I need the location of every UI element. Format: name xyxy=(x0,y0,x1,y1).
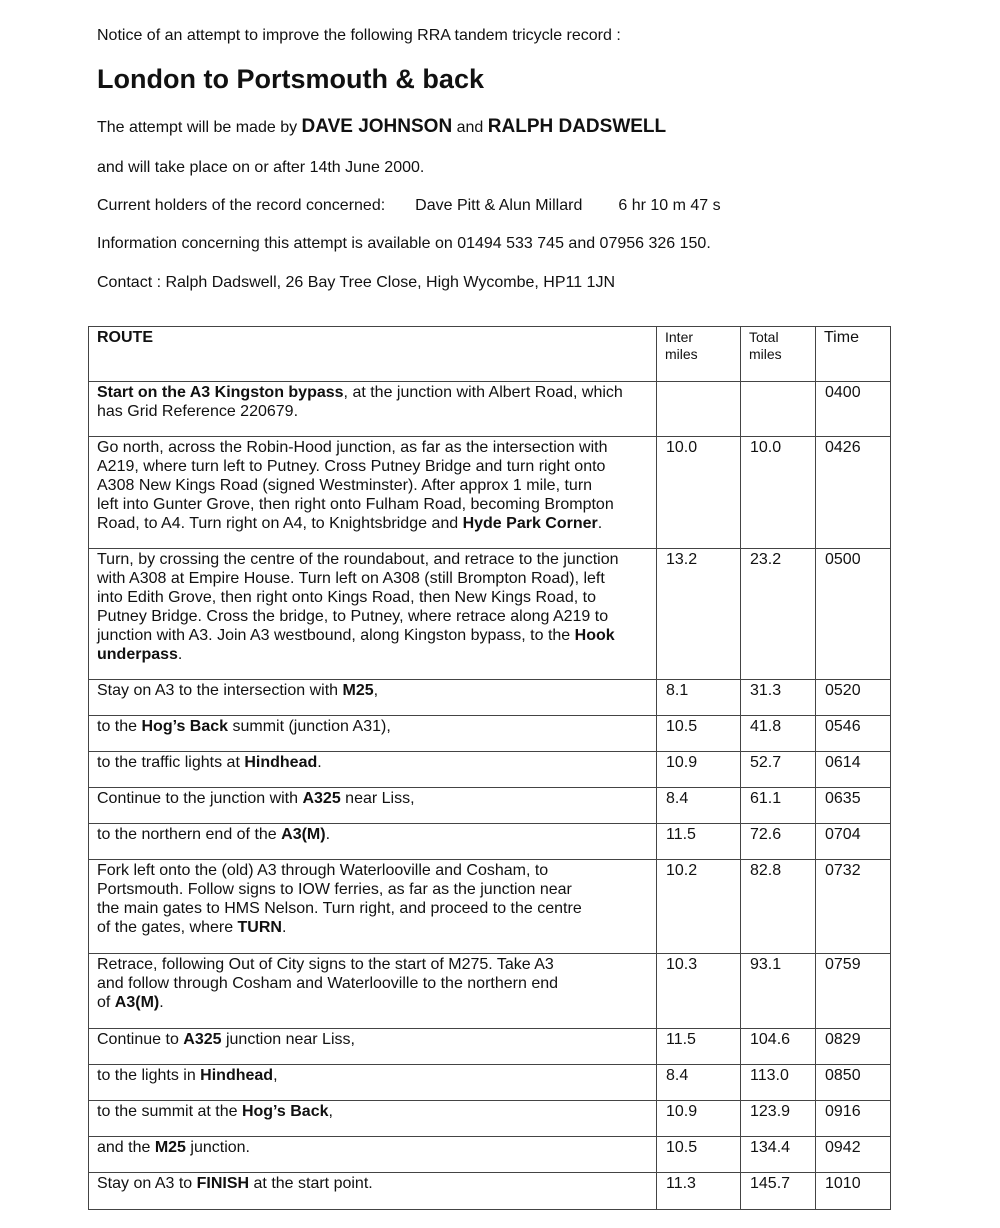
total-miles-cell: 104.6 xyxy=(741,1029,816,1065)
inter-miles-cell: 13.2 xyxy=(657,549,741,680)
header-total-line2: miles xyxy=(749,346,782,362)
route-description xyxy=(89,1137,657,1173)
route-text: . xyxy=(325,826,331,843)
table-row xyxy=(89,680,891,716)
route-description xyxy=(89,1065,657,1101)
attempt-and: and xyxy=(452,119,488,136)
time-cell: 0916 xyxy=(816,1101,891,1137)
inter-miles-cell: 10.5 xyxy=(657,716,741,752)
time-cell: 0635 xyxy=(816,788,891,824)
contact-line: Contact : Ralph Dadswell, 26 Bay Tree Close, High Wycombe, HP11 1JN xyxy=(97,274,616,291)
time-cell: 0400 xyxy=(816,382,891,437)
route-text: of xyxy=(97,994,115,1011)
inter-miles-cell: 10.0 xyxy=(657,437,741,549)
inter-miles-cell: 8.4 xyxy=(657,1065,741,1101)
table-row xyxy=(89,549,891,680)
notice-text: Notice of an attempt to improve the following RRA tandem tricycle record : xyxy=(97,27,621,44)
time-cell: 0942 xyxy=(816,1137,891,1173)
route-description xyxy=(89,716,657,752)
route-text: Stay on A3 to xyxy=(97,1175,197,1192)
route-description xyxy=(89,437,657,549)
total-miles-cell: 123.9 xyxy=(741,1101,816,1137)
total-miles-cell: 23.2 xyxy=(741,549,816,680)
route-text: Putney Bridge. Cross the bridge, to Putney, where retrace along A219 to xyxy=(97,608,609,625)
inter-miles-cell: 10.9 xyxy=(657,752,741,788)
route-text: junction. xyxy=(185,1139,250,1156)
route-text: has Grid Reference 220679. xyxy=(97,403,299,420)
total-miles-cell xyxy=(741,382,816,437)
route-bold-text: FINISH xyxy=(196,1175,250,1192)
holders-names: Dave Pitt & Alun Millard xyxy=(415,197,583,214)
time-cell: 0546 xyxy=(816,716,891,752)
attempt-line xyxy=(97,116,666,138)
header-inter-miles xyxy=(657,327,741,382)
route-text: Turn, by crossing the centre of the roundabout, and retrace to the junction xyxy=(97,551,619,568)
header-time: Time xyxy=(816,327,891,382)
inter-miles-cell: 10.2 xyxy=(657,860,741,954)
time-cell: 0500 xyxy=(816,549,891,680)
route-text: with A308 at Empire House. Turn left on A308 (still Brompton Road), left xyxy=(97,570,605,587)
route-description xyxy=(89,680,657,716)
route-text: , xyxy=(373,682,379,699)
holders-label: Current holders of the record concerned: xyxy=(97,197,386,214)
table-row xyxy=(89,954,891,1029)
route-description xyxy=(89,824,657,860)
inter-miles-cell: 11.3 xyxy=(657,1173,741,1210)
route-text: to the xyxy=(97,718,142,735)
route-bold-text: Start on the A3 Kingston bypass xyxy=(97,384,344,401)
route-description xyxy=(89,954,657,1029)
page-title: London to Portsmouth & back xyxy=(97,64,484,94)
time-cell: 0829 xyxy=(816,1029,891,1065)
route-bold-text: Hindhead xyxy=(244,754,318,771)
table-row xyxy=(89,1065,891,1101)
route-description xyxy=(89,752,657,788)
total-miles-cell: 31.3 xyxy=(741,680,816,716)
route-bold-text: Hyde Park Corner xyxy=(462,515,598,532)
time-cell: 0732 xyxy=(816,860,891,954)
table-row xyxy=(89,752,891,788)
table-row xyxy=(89,382,891,437)
route-description xyxy=(89,382,657,437)
time-cell: 1010 xyxy=(816,1173,891,1210)
route-text: junction with A3. Join A3 westbound, along Kingston bypass, to the xyxy=(97,627,575,644)
route-text: to the traffic lights at xyxy=(97,754,245,771)
route-text: A219, where turn left to Putney. Cross Putney Bridge and turn right onto xyxy=(97,458,606,475)
total-miles-cell: 72.6 xyxy=(741,824,816,860)
inter-miles-cell: 10.9 xyxy=(657,1101,741,1137)
route-text: the main gates to HMS Nelson. Turn right, and proceed to the centre xyxy=(97,900,582,917)
route-description xyxy=(89,788,657,824)
route-text: . xyxy=(597,515,603,532)
route-text: . xyxy=(177,646,183,663)
date-line: and will take place on or after 14th June 2000. xyxy=(97,159,425,176)
total-miles-cell: 113.0 xyxy=(741,1065,816,1101)
table-row xyxy=(89,1173,891,1210)
route-text: . xyxy=(281,919,287,936)
route-bold-text: underpass xyxy=(97,646,178,663)
route-bold-text: A3(M) xyxy=(114,994,160,1011)
route-text: left into Gunter Grove, then right onto Fulham Road, becoming Brompton xyxy=(97,496,614,513)
inter-miles-cell: 8.4 xyxy=(657,788,741,824)
route-text: , xyxy=(273,1067,278,1084)
time-cell: 0614 xyxy=(816,752,891,788)
time-cell: 0520 xyxy=(816,680,891,716)
inter-miles-cell: 11.5 xyxy=(657,1029,741,1065)
route-bold-text: A325 xyxy=(302,790,341,807)
header-inter-line1: Inter xyxy=(665,329,694,345)
header-total-miles xyxy=(741,327,816,382)
time-cell: 0426 xyxy=(816,437,891,549)
inter-miles-cell xyxy=(657,382,741,437)
inter-miles-cell: 11.5 xyxy=(657,824,741,860)
time-cell: 0759 xyxy=(816,954,891,1029)
route-bold-text: Hog’s Back xyxy=(241,1103,329,1120)
route-description xyxy=(89,549,657,680)
total-miles-cell: 61.1 xyxy=(741,788,816,824)
inter-miles-cell: 10.5 xyxy=(657,1137,741,1173)
route-text: and follow through Cosham and Waterlooville to the northern end xyxy=(97,975,559,992)
route-text: Portsmouth. Follow signs to IOW ferries, as far as the junction near xyxy=(97,881,572,898)
header-total-line1: Total xyxy=(749,329,779,345)
table-row xyxy=(89,1101,891,1137)
table-row xyxy=(89,1029,891,1065)
route-text: Retrace, following Out of City signs to the start of M275. Take A3 xyxy=(97,956,554,973)
route-text: Stay on A3 to the intersection with xyxy=(97,682,343,699)
header-route: ROUTE xyxy=(89,327,657,382)
total-miles-cell: 41.8 xyxy=(741,716,816,752)
route-text: Continue to xyxy=(97,1031,184,1048)
route-text: junction near Liss, xyxy=(221,1031,355,1048)
route-text: near Liss, xyxy=(340,790,415,807)
header-inter-line2: miles xyxy=(665,346,698,362)
table-row xyxy=(89,824,891,860)
total-miles-cell: 93.1 xyxy=(741,954,816,1029)
route-description xyxy=(89,1101,657,1137)
route-text: Road, to A4. Turn right on A4, to Knightsbridge and xyxy=(97,515,463,532)
route-text: of the gates, where xyxy=(97,919,238,936)
route-bold-text: M25 xyxy=(154,1139,186,1156)
attempt-prefix: The attempt will be made by xyxy=(97,119,302,136)
route-bold-text: A3(M) xyxy=(281,826,326,843)
route-description xyxy=(89,860,657,954)
table-row xyxy=(89,1137,891,1173)
rider-1-name: DAVE JOHNSON xyxy=(301,116,453,137)
table-row xyxy=(89,437,891,549)
table-row xyxy=(89,860,891,954)
route-description xyxy=(89,1029,657,1065)
route-text: . xyxy=(159,994,164,1011)
route-text: summit (junction A31), xyxy=(228,718,391,735)
route-text: , xyxy=(328,1103,333,1120)
route-table xyxy=(88,326,891,1210)
route-bold-text: TURN xyxy=(237,919,282,936)
total-miles-cell: 52.7 xyxy=(741,752,816,788)
route-bold-text: Hook xyxy=(574,627,615,644)
route-text: to the lights in xyxy=(97,1067,201,1084)
holders-line xyxy=(97,197,721,215)
route-description xyxy=(89,1173,657,1210)
route-text: at the start point. xyxy=(249,1175,373,1192)
total-miles-cell: 134.4 xyxy=(741,1137,816,1173)
route-text: to the northern end of the xyxy=(97,826,282,843)
time-cell: 0704 xyxy=(816,824,891,860)
total-miles-cell: 10.0 xyxy=(741,437,816,549)
route-text: Fork left onto the (old) A3 through Waterlooville and Cosham, to xyxy=(97,862,549,879)
table-row xyxy=(89,788,891,824)
inter-miles-cell: 8.1 xyxy=(657,680,741,716)
rider-2-name: RALPH DADSWELL xyxy=(487,116,667,137)
route-bold-text: A325 xyxy=(183,1031,222,1048)
inter-miles-cell: 10.3 xyxy=(657,954,741,1029)
total-miles-cell: 145.7 xyxy=(741,1173,816,1210)
holders-time: 6 hr 10 m 47 s xyxy=(618,197,721,214)
route-bold-text: Hindhead xyxy=(200,1067,274,1084)
route-text: into Edith Grove, then right onto Kings Road, then New Kings Road, to xyxy=(97,589,596,606)
route-text: . xyxy=(317,754,322,771)
total-miles-cell: 82.8 xyxy=(741,860,816,954)
route-text: , at the junction with Albert Road, which xyxy=(343,384,623,401)
route-text: to the summit at the xyxy=(97,1103,242,1120)
time-cell: 0850 xyxy=(816,1065,891,1101)
table-header-row xyxy=(89,327,891,382)
info-line: Information concerning this attempt is available on 01494 533 745 and 07956 326 150. xyxy=(97,235,711,252)
route-text: and the xyxy=(97,1139,155,1156)
route-bold-text: Hog’s Back xyxy=(141,718,229,735)
route-bold-text: M25 xyxy=(342,682,374,699)
route-text: Go north, across the Robin-Hood junction, as far as the intersection with xyxy=(97,439,608,456)
route-text: A308 New Kings Road (signed Westminster). After approx 1 mile, turn xyxy=(97,477,593,494)
route-text: Continue to the junction with xyxy=(97,790,303,807)
table-row xyxy=(89,716,891,752)
